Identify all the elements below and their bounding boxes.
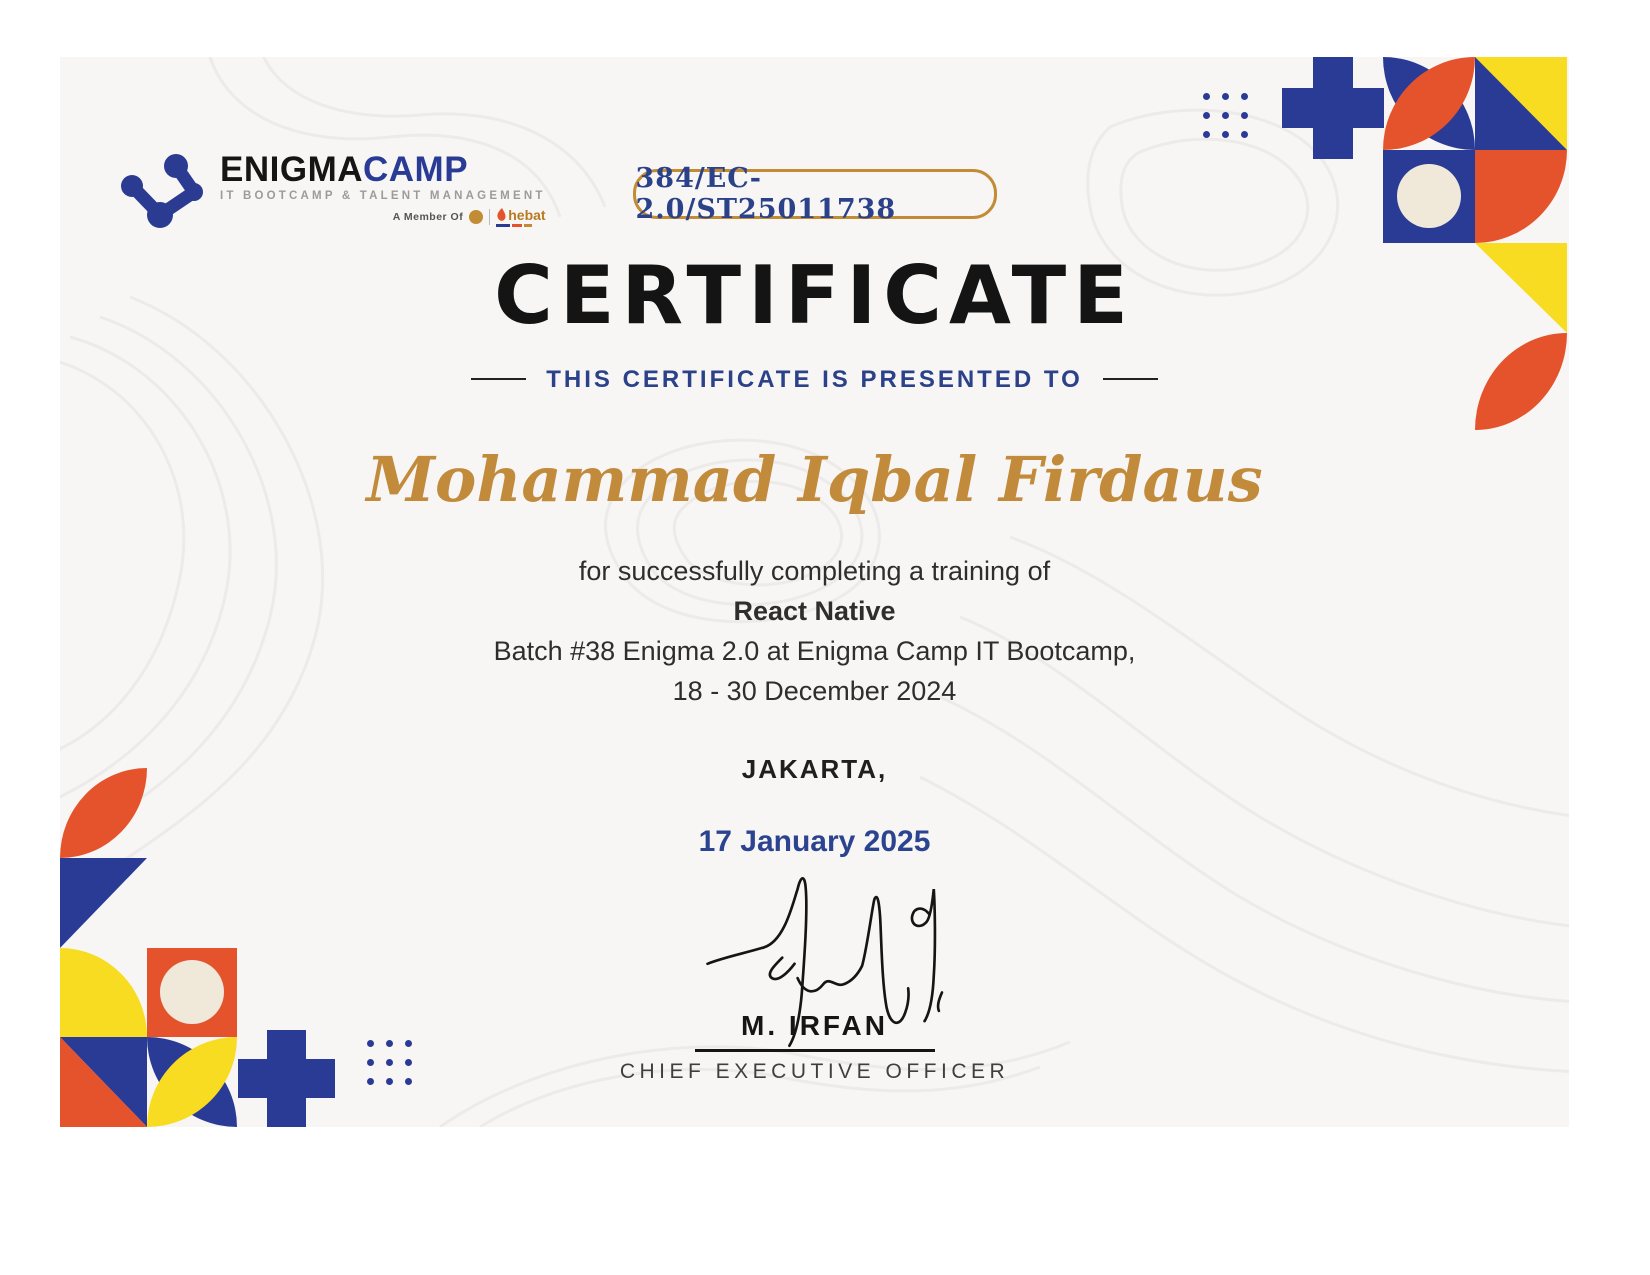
plus-icon [238,1030,335,1127]
date-range: 18 - 30 December 2024 [672,676,957,706]
circle-shape [160,960,224,1024]
issue-date: 17 January 2025 [698,825,931,858]
certificate-page [60,57,1569,1127]
circle-shape [1397,164,1461,228]
member-of-label: A Member Of [392,211,464,223]
completion-line: for successfully completing a training of [578,556,1051,586]
city-label: JAKARTA, [741,754,888,784]
dots-grid-icon [367,1040,412,1085]
batch-line: Batch #38 Enigma 2.0 at Enigma Camp IT Bootcamp, [493,636,1136,666]
signatory-name: M. IRFAN [741,1010,888,1041]
topographic-pattern [60,57,1569,1127]
plus-icon [1282,57,1384,159]
member-brand: hebat [496,207,545,223]
presented-to-label: THIS CERTIFICATE IS PRESENTED TO [546,366,1083,393]
recipient-name: Mohammad Iqbal Firdaus [366,443,1263,516]
brand-name-primary: ENIGMA [220,150,363,189]
blue-square-tile [1383,150,1475,243]
course-name: React Native [733,596,896,626]
certificate-number: 384/EC-2.0/ST25011738 [635,163,897,225]
orange-square-tile [147,948,237,1037]
brand-tagline: IT BOOTCAMP & TALENT MANAGEMENT [220,190,546,202]
dots-grid-icon [1203,93,1248,138]
certificate-title: CERTIFICATE [494,249,1135,342]
signatory-title: CHIEF EXECUTIVE OFFICER [619,1060,1010,1083]
brand-name-secondary: CAMP [363,150,469,189]
